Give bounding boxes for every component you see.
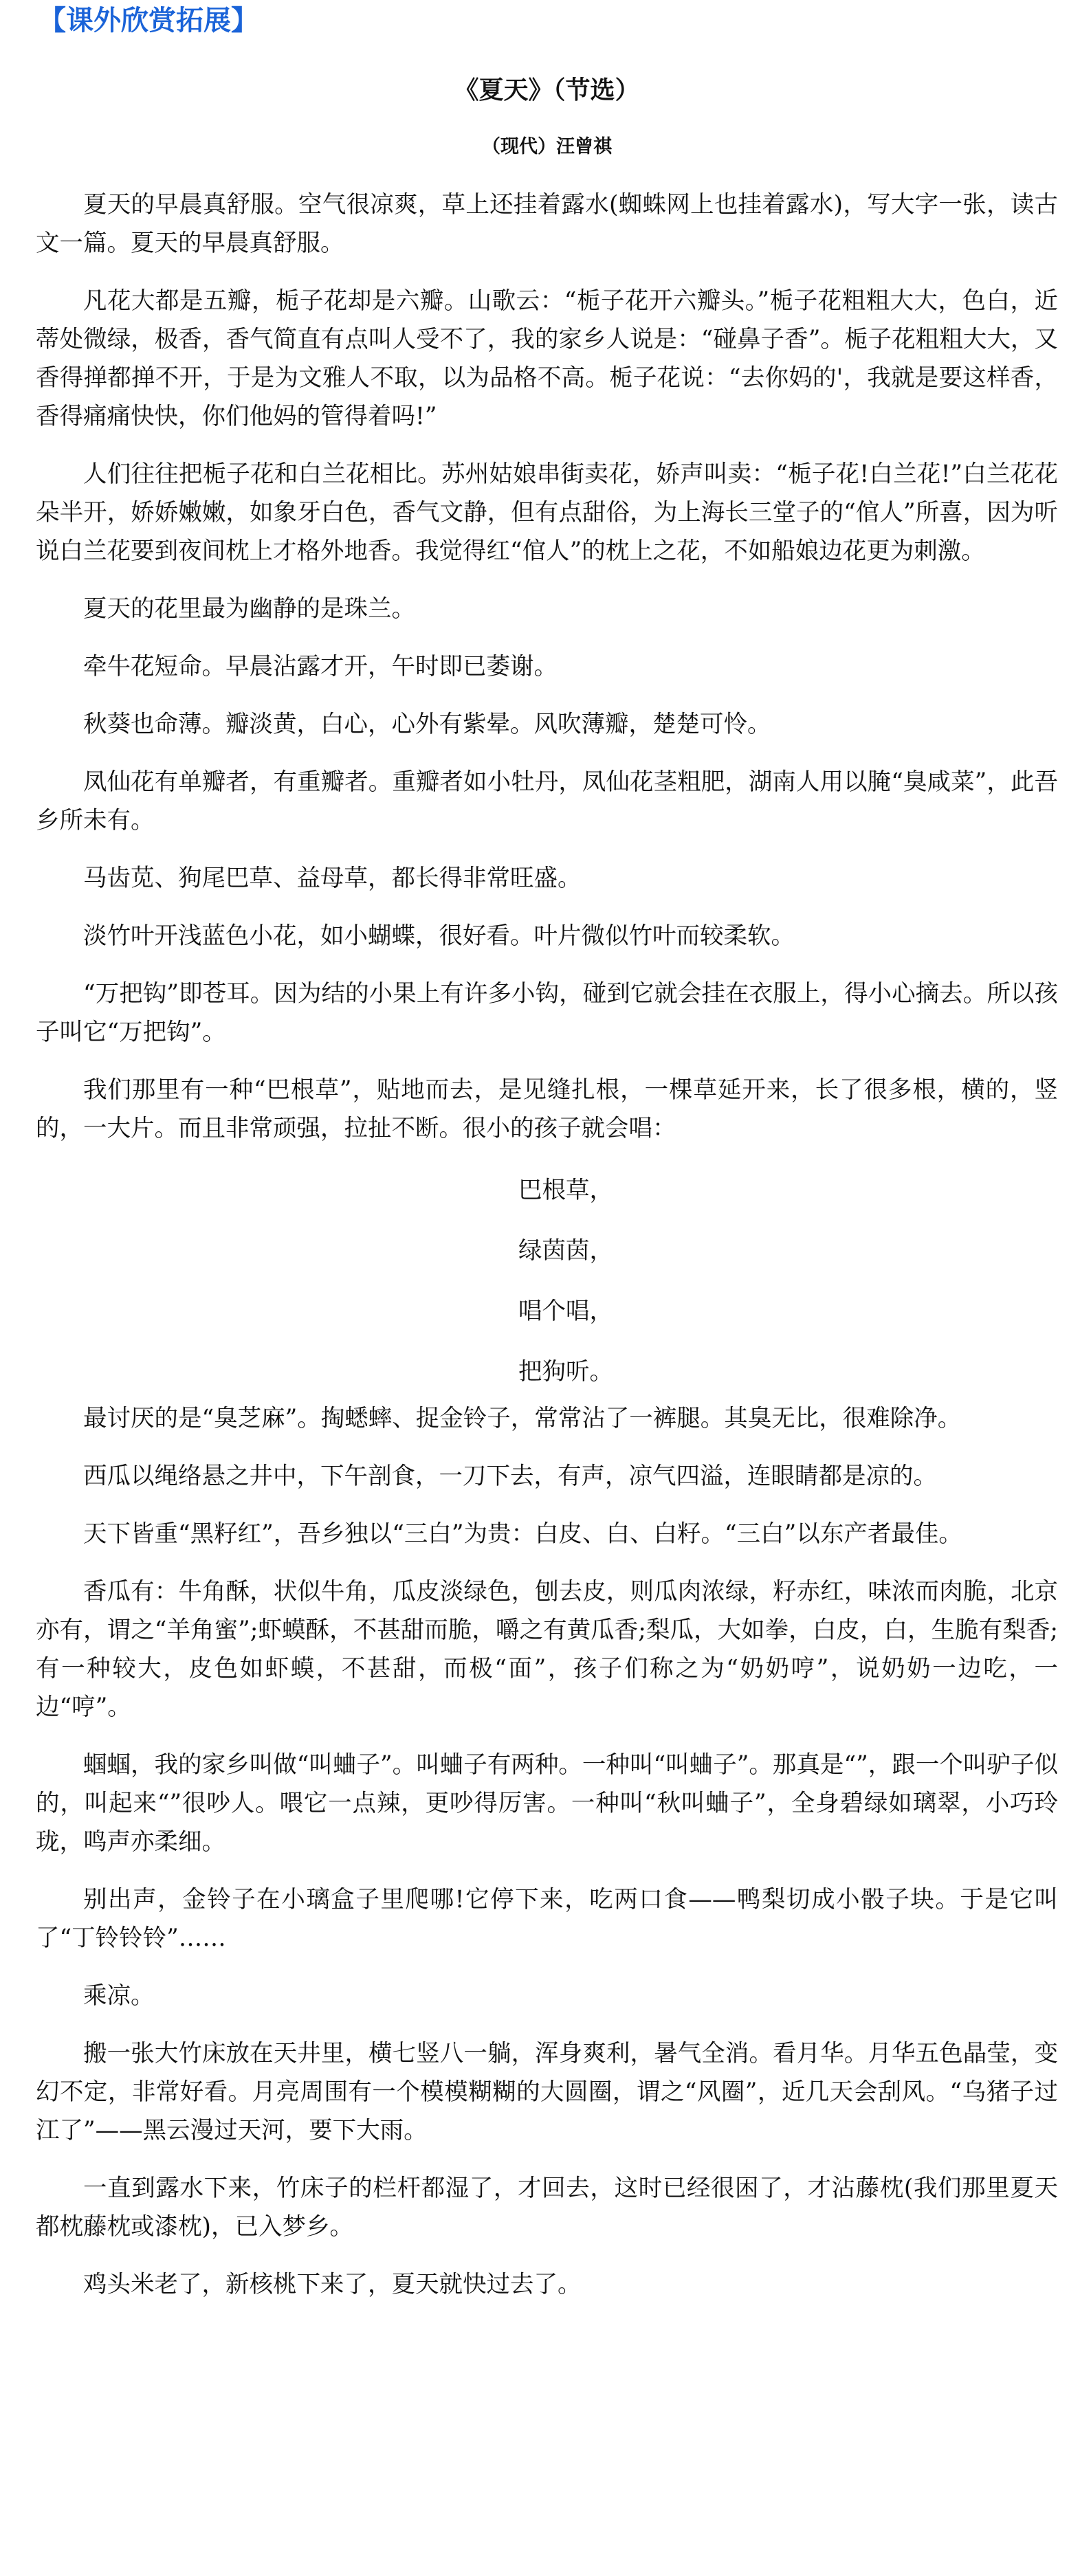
- paragraph: 马齿苋、狗尾巴草、益母草，都长得非常旺盛。: [83, 865, 582, 892]
- paragraph: 一直到露水下来，竹床子的栏杆都湿了，才回去，这时已经很困了，才沾藤枕(我们那里夏天都枕藤枕或漆枕)，已入梦乡。: [36, 2175, 1058, 2241]
- children-rhyme: [36, 1160, 1058, 1402]
- paragraph: 别出声，金铃子在小璃盒子里爬哪!它停下来，吃两口食——鸭梨切成小骰子块。于是它叫了“丁铃铃铃”……: [36, 1886, 1058, 1952]
- essay-body: [36, 186, 1058, 2304]
- essay-author: （现代）汪曾祺: [482, 136, 612, 157]
- paragraph: 西瓜以绳络悬之井中，下午剖食，一刀下去，有声，凉气四溢，连眼睛都是凉的。: [83, 1463, 937, 1490]
- paragraph: 鸡头米老了，新核桃下来了，夏天就快过去了。: [83, 2271, 582, 2298]
- paragraph: 夏天的早晨真舒服。空气很凉爽，草上还挂着露水(蜘蛛网上也挂着露水)，写大字一张，读古文一篇。夏天的早晨真舒服。: [36, 191, 1058, 257]
- paragraph: 牵牛花短命。早晨沾露才开，午时即已萎谢。: [83, 653, 558, 680]
- paragraph: 蝈蝈，我的家乡叫做“叫蛐子”。叫蛐子有两种。一种叫“叫蛐子”。那真是“”，跟一个叫驴子似的，叫起来“”很吵人。喂它一点辣，更吵得厉害。一种叫“秋叫蛐子”，全身碧绿如璃翠，小巧玲珑，鸣声亦柔细。: [36, 1751, 1058, 1856]
- rhyme-line: 绿茵茵，: [518, 1237, 613, 1265]
- paragraph: 最讨厌的是“臭芝麻”。掏蟋蟀、捉金铃子，常常沾了一裤腿。其臭无比，很难除净。: [83, 1405, 962, 1432]
- rhyme-line: 把狗听。: [518, 1358, 613, 1386]
- paragraph: 秋葵也命薄。瓣淡黄，白心，心外有紫晕。风吹薄瓣，楚楚可怜。: [83, 711, 771, 738]
- paragraph: 夏天的花里最为幽静的是珠兰。: [83, 595, 415, 623]
- paragraph: 香瓜有：牛角酥，状似牛角，瓜皮淡绿色，刨去皮，则瓜肉浓绿，籽赤红，味浓而肉脆，北京亦有，谓之“羊角蜜”;虾蟆酥，不甚甜而脆，嚼之有黄瓜香;梨瓜，大如拳，白皮，白，生脆有梨香;有一种较大，皮色如虾蟆，不甚甜，而极“面”，孩子们称之为“奶奶哼”，说奶奶一边吃，一边“哼”。: [36, 1578, 1058, 1721]
- paragraph: 乘凉。: [83, 1982, 155, 2010]
- paragraph: 天下皆重“黑籽红”，吾乡独以“三白”为贵：白皮、白、白籽。“三白”以东产者最佳。: [83, 1520, 962, 1548]
- section-label: 【课外欣赏拓展】: [38, 5, 258, 36]
- rhyme-line: 巴根草，: [518, 1177, 613, 1204]
- paragraph: 搬一张大竹床放在天井里，横七竖八一躺，浑身爽利，暑气全消。看月华。月华五色晶莹，变幻不定，非常好看。月亮周围有一个模模糊糊的大圆圈，谓之“风圈”，近几天会刮风。“乌猪子过江了”——黑云漫过天河，要下大雨。: [36, 2040, 1058, 2144]
- paragraph: 淡竹叶开浅蓝色小花，如小蝴蝶，很好看。叶片微似竹叶而较柔软。: [83, 922, 795, 950]
- essay-title: 《夏天》（节选）: [454, 76, 640, 104]
- paragraph: 凤仙花有单瓣者，有重瓣者。重瓣者如小牡丹，凤仙花茎粗肥，湖南人用以腌“臭咸菜”，此吾乡所未有。: [36, 768, 1058, 834]
- paragraph: 我们那里有一种“巴根草”，贴地而去，是见缝扎根，一棵草延开来，长了很多根，横的，竖的，一大片。而且非常顽强，拉扯不断。很小的孩子就会唱：: [36, 1076, 1058, 1142]
- paragraph: 人们往往把栀子花和白兰花相比。苏州姑娘串街卖花，娇声叫卖：“栀子花!白兰花!”白兰花花朵半开，娇娇嫩嫩，如象牙白色，香气文静，但有点甜俗，为上海长三堂子的“倌人”所喜，因为听说白兰花要到夜间枕上才格外地香。我觉得红“倌人”的枕上之花，不如船娘边花更为刺激。: [36, 460, 1058, 565]
- paragraph: 凡花大都是五瓣，栀子花却是六瓣。山歌云：“栀子花开六瓣头。”栀子花粗粗大大，色白，近蒂处微绿，极香，香气简直有点叫人受不了，我的家乡人说是：“碰鼻子香”。栀子花粗粗大大，又香得掸都掸不开，于是为文雅人不取，以为品格不高。栀子花说：“去你妈的'，我就是要这样香，香得痛痛快快，你们他妈的管得着吗!”: [36, 287, 1058, 430]
- rhyme-line: 唱个唱，: [518, 1298, 613, 1325]
- paragraph: “万把钩”即苍耳。因为结的小果上有许多小钩，碰到它就会挂在衣服上，得小心摘去。所以孩子叫它“万把钩”。: [36, 980, 1058, 1046]
